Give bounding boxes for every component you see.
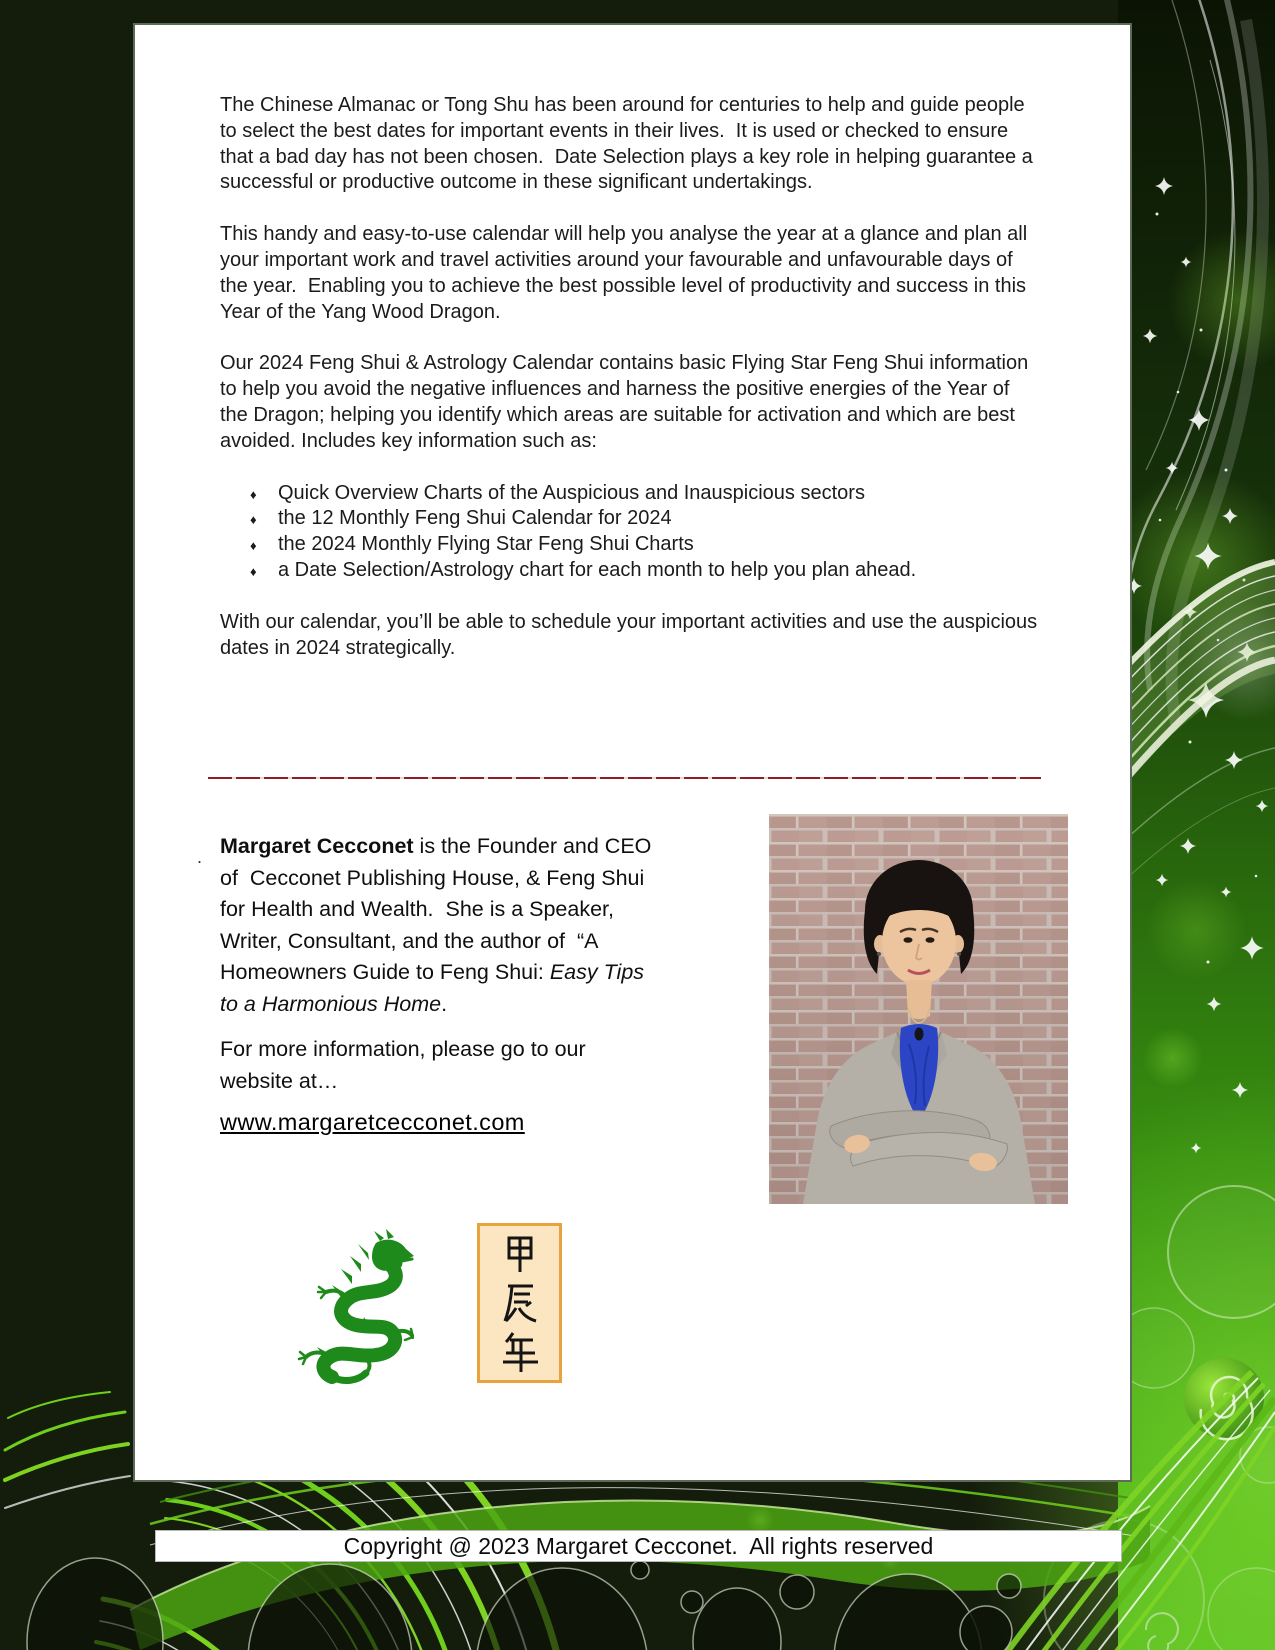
bio-after-title: .: [441, 991, 448, 1016]
zodiac-year-box: [477, 1223, 562, 1383]
list-item: ♦ the 12 Monthly Feng Shui Calendar for 2024: [220, 506, 1042, 532]
chinese-character-jia-icon: [502, 1233, 538, 1275]
website-link[interactable]: www.margaretcecconet.com: [220, 1109, 525, 1135]
author-name: Margaret Cecconet: [220, 834, 414, 858]
bio-description: is the Founder and CEO of Cecconet Publishing House, & Feng Shui for Health and Wealth. She is a Speaker, Writer, Consultant, and the author of “A Homeowners Guide to Feng Shui:: [220, 834, 658, 984]
intro-paragraph-3: Our 2024 Feng Shui & Astrology Calendar contains basic Flying Star Feng Shui information to help you avoid the negative influences and harness the positive energies of the Year of the Dragon; helping you identify which areas are suitable for activation and which are best avoided. Includes key information such as:: [220, 352, 1034, 452]
intro-section: [220, 93, 1042, 687]
bio-more-info: For more information, please go to our website at…: [220, 1037, 592, 1093]
intro-paragraph-2: This handy and easy-to-use calendar will help you analyse the year at a glance and plan all your important work and travel activities around your favourable and unfavourable days of the year. Enabling you to achieve the best possible level of productivity and success in this Year of the Yang Wood Dragon.: [220, 223, 1033, 323]
author-photo: [769, 814, 1068, 1204]
chinese-character-chen-icon: [501, 1281, 539, 1323]
list-item: ♦ a Date Selection/Astrology chart for each month to help you plan ahead.: [220, 558, 1042, 584]
author-photo-illustration: [769, 814, 1068, 1204]
intro-paragraph-4: With our calendar, you’ll be able to schedule your important activities and use the auspicious dates in 2024 strategically.: [220, 610, 1043, 659]
stray-period: .: [197, 847, 203, 867]
feature-list: [220, 481, 1042, 584]
dragon-icon: [264, 1229, 414, 1384]
author-bio: [220, 831, 658, 1140]
chinese-character-nian-icon: [500, 1330, 540, 1374]
list-item: ♦ Quick Overview Charts of the Auspicious and Inauspicious sectors: [220, 481, 1042, 507]
content-box: [133, 23, 1132, 1482]
maroon-divider-line: [208, 777, 1041, 779]
book-title: Easy Tips to a Harmonious Home: [220, 960, 651, 1016]
bio-paragraph: [220, 831, 658, 1020]
copyright-bar: Copyright @ 2023 Margaret Cecconet. All rights reserved: [155, 1530, 1122, 1562]
list-item: ♦ the 2024 Monthly Flying Star Feng Shui Charts: [220, 532, 1042, 558]
intro-paragraph-1: The Chinese Almanac or Tong Shu has been around for centuries to help and guide people to select the best dates for important events in their lives. It is used or checked to ensure that a bad day has not been chosen. Date Selection plays a key role in helping guarantee a successful or productive outcome in these significant undertakings.: [220, 94, 1039, 194]
